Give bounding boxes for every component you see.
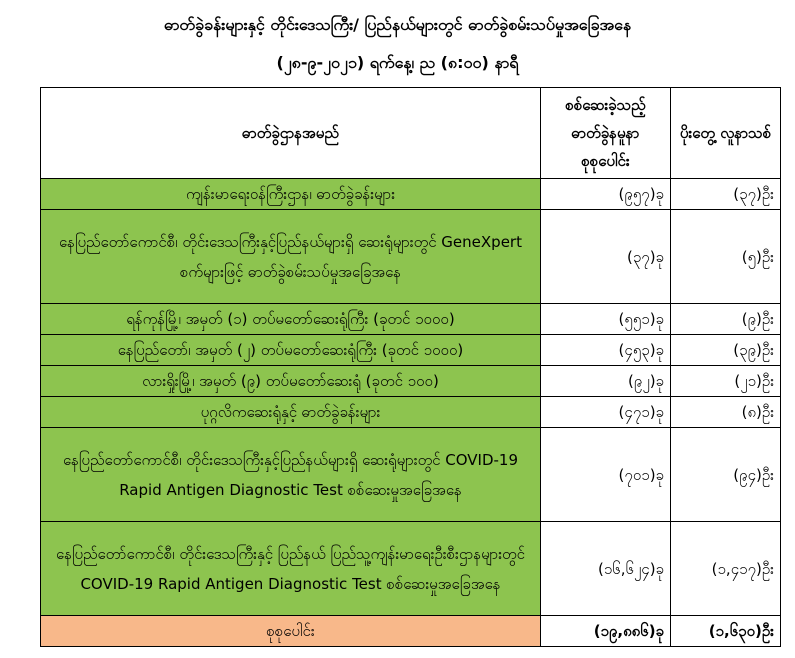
lab-name-cell: လားရှိုးမြို့၊ အမှတ် (၉) တပ်မတော်ဆေးရုံ (ခုတင် ၁၀၀) (41, 366, 541, 397)
samples-cell: (၅၅၁)ခု (541, 304, 671, 335)
header-lab-name: ဓာတ်ခွဲဌာနအမည် (41, 88, 541, 179)
positive-cell: (၃၉)ဦး (671, 335, 781, 366)
positive-cell: (၉)ဦး (671, 304, 781, 335)
samples-cell: (၄၇၁)ခု (541, 397, 671, 428)
table-row (41, 335, 781, 366)
table-row (41, 397, 781, 428)
lab-name-cell: ရန်ကုန်မြို့၊ အမှတ် (၁) တပ်မတော်ဆေးရုံကြီး (ခုတင် ၁၀၀၀) (41, 304, 541, 335)
header-samples-tested: စစ်ဆေးခဲ့သည့် ဓာတ်ခွဲနမူနာ စုစုပေါင်း (541, 88, 671, 179)
lab-name-cell: နေပြည်တော်ကောင်စီ၊ တိုင်းဒေသကြီးနှင့်ပြည်နယ်များရှိ ဆေးရုံများတွင် GeneXpert စက်များဖြင့် ဓာတ်ခွဲစမ်းသပ်မှုအခြေအနေ (41, 210, 541, 304)
total-samples: (၁၉,၈၈၆)ခု (541, 616, 671, 647)
lab-name-cell: ပုဂ္ဂလိကဆေးရုံနှင့် ဓာတ်ခွဲခန်းများ (41, 397, 541, 428)
total-positive: (၁,၆၃၀)ဦး (671, 616, 781, 647)
samples-cell: (၇၀၁)ခု (541, 428, 671, 522)
lab-name-cell: ကျန်းမာရေးဝန်ကြီးဌာန၊ ဓာတ်ခွဲခန်းများ (41, 179, 541, 210)
positive-cell: (၈)ဦး (671, 397, 781, 428)
samples-cell: (၁၆,၆၂၄)ခု (541, 522, 671, 616)
positive-cell: (၁,၄၁၇)ဦး (671, 522, 781, 616)
samples-cell: (၄၅၃)ခု (541, 335, 671, 366)
total-label: စုစုပေါင်း (41, 616, 541, 647)
table-row (41, 179, 781, 210)
page-title: ဓာတ်ခွဲခန်းများနှင့် တိုင်းဒေသကြီး/ ပြည်နယ်များတွင် ဓာတ်ခွဲစမ်းသပ်မှုအခြေအနေ (163, 15, 632, 34)
lab-name-cell: နေပြည်တော်ကောင်စီ၊ တိုင်းဒေသကြီးနှင့်ပြည်နယ်များရှိ ဆေးရုံများတွင် COVID-19 Rapid Antigen Diagnostic Test စစ်ဆေးမှုအခြေအနေ (41, 428, 541, 522)
lab-name-cell: နေပြည်တော်၊ အမှတ် (၂) တပ်မတော်ဆေးရုံကြီး (ခုတင် ၁၀၀၀) (41, 335, 541, 366)
samples-cell: (၃၇)ခု (541, 210, 671, 304)
samples-cell: (၉၂)ခု (541, 366, 671, 397)
table-row (41, 428, 781, 522)
header-positive: ပိုးတွေ့ လူနာသစ် (671, 88, 781, 179)
positive-cell: (၂၁)ဦး (671, 366, 781, 397)
lab-testing-table (40, 87, 781, 647)
page-subtitle-date: (၂၈-၉-၂၀၂၁) ရက်နေ့၊ ည (၈:၀၀) နာရီ (276, 53, 519, 72)
lab-name-cell: နေပြည်တော်ကောင်စီ၊ တိုင်းဒေသကြီးနှင့် ပြည်နယ် ပြည်သူ့ကျန်းမာရေးဦးစီးဌာနများတွင် COVID-19 Rapid Antigen Diagnostic Test စစ်ဆေးမှုအခြေအနေ (41, 522, 541, 616)
table-row (41, 210, 781, 304)
positive-cell: (၃၇)ဦး (671, 179, 781, 210)
positive-cell: (၉၄)ဦး (671, 428, 781, 522)
table-header-row (41, 88, 781, 179)
positive-cell: (၅)ဦး (671, 210, 781, 304)
table-row (41, 366, 781, 397)
table-row (41, 522, 781, 616)
table-row (41, 304, 781, 335)
total-row (41, 616, 781, 647)
samples-cell: (၉၅၇)ခု (541, 179, 671, 210)
